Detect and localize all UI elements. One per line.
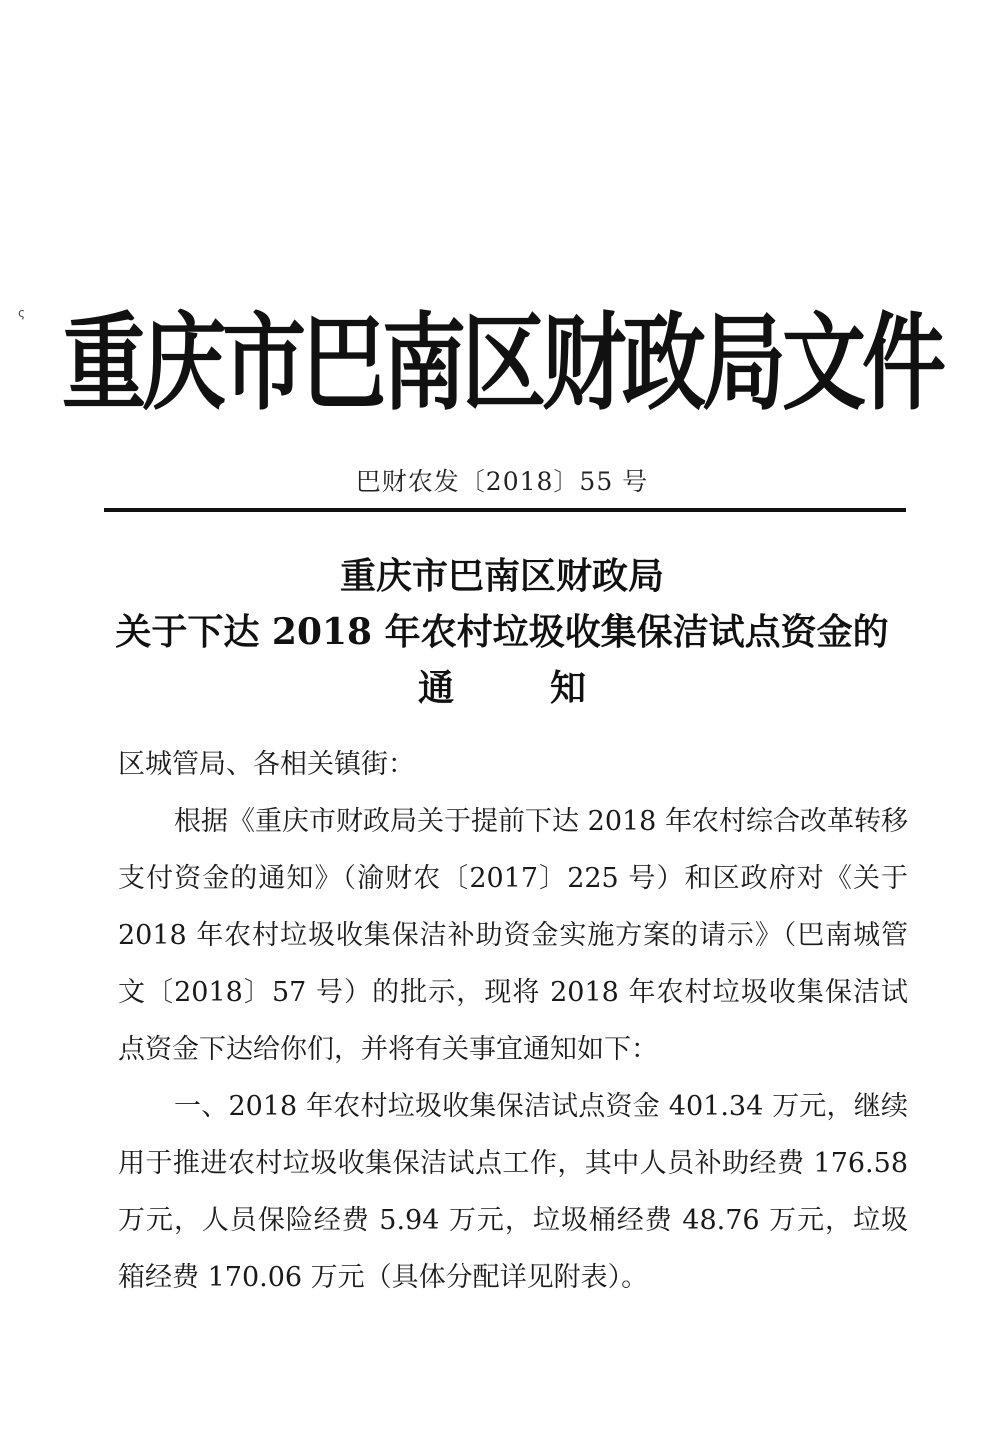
masthead-title: 重庆市巴南区财政局文件 [61,302,942,425]
salutation: 区城管局、各相关镇街： [118,749,415,780]
title-char-1: 通 [417,667,454,709]
title-line-3 [0,660,1004,716]
notice-title [0,548,1004,716]
document-number: 巴财农发〔2018〕55 号 [355,467,649,496]
title-line-2: 关于下达 2018 年农村垃圾收集保洁试点资金的 [115,611,889,653]
document-body [118,736,908,1306]
title-char-2: 知 [550,667,587,709]
scan-mark: ς [18,306,26,320]
body-paragraph-2: 一、2018 年农村垃圾收集保洁试点资金 401.34 万元，继续用于推进农村垃圾收集保洁试点工作，其中人员补助经费 176.58 万元，人员保险经费 5.94 万元，垃圾桶经费 48.76 万元，垃圾箱经费 170.06 万元（具体分配详见附表）。 [118,1091,908,1293]
masthead-divider [104,508,906,512]
body-paragraph-1: 根据《重庆市财政局关于提前下达 2018 年农村综合改革转移支付资金的通知》（渝财农〔2017〕225 号）和区政府对《关于 2018 年农村垃圾收集保洁补助资金实施方案的请示》（巴南城管文〔2018〕57 号）的批示，现将 2018 年农村垃圾收集保洁试点资金下达给你们，并将有关事宜通知如下： [118,806,908,1065]
title-line-1: 重庆市巴南区财政局 [339,555,664,597]
